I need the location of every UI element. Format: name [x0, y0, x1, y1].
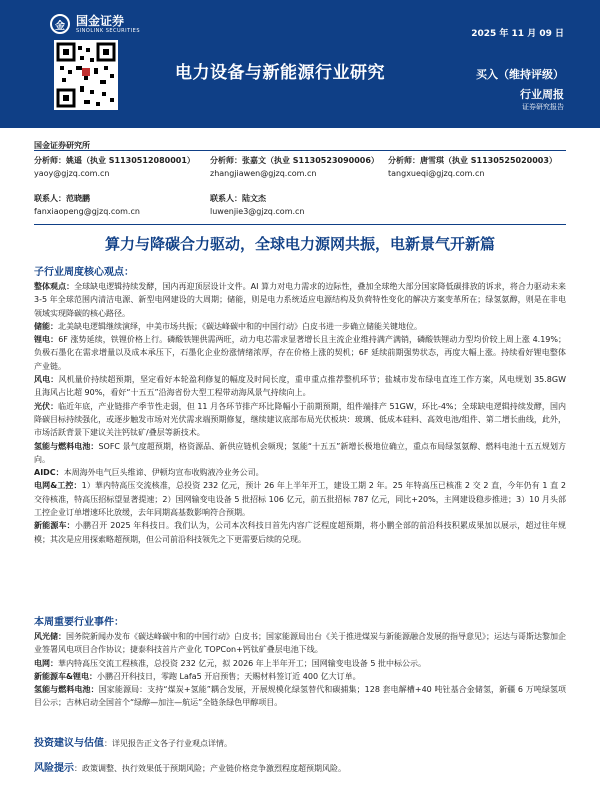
para-key: 整体观点： — [34, 282, 75, 291]
core-para — [34, 466, 566, 479]
report-subtype: 证券研究报告 — [522, 103, 564, 111]
report-header — [0, 0, 600, 128]
analyst-2 — [210, 154, 379, 180]
event-para — [34, 683, 566, 710]
analyst-name: 张嘉文（执业 S1130523090006） — [242, 156, 379, 165]
analyst-role: 分析师： — [388, 156, 420, 165]
core-para — [34, 320, 566, 333]
divider — [34, 150, 566, 151]
risk-text: ：政策调整、执行效果低于预期风险；产业链价格竞争激烈程度超预期风险。 — [74, 764, 346, 773]
advice-heading: 投资建议与估值 — [34, 738, 104, 749]
core-para — [34, 333, 566, 373]
headline: 算力与降碳合力驱动，全球电力源网共振，电新景气开新篇 — [104, 235, 495, 253]
core-para — [34, 440, 566, 467]
advice-text: ：详见报告正文各子行业观点详情。 — [104, 739, 232, 748]
para-text: 小鹏召开 2025 年科技日。我们认为，公司本次科技日首先内容广泛程度超预期，将小鹏全部的前沿科技积累成果加以展示，超过往年规模；其次是应用探索略超预期，但公司前沿科技领先之下更需要后续的兑现。 — [34, 521, 566, 544]
core-para — [34, 280, 566, 320]
analyst-name: 姚遥（执业 S1130512080001） — [66, 156, 195, 165]
core-views-heading: 子行业周度核心观点： — [34, 267, 134, 278]
contact-2 — [210, 192, 305, 218]
para-key: 储能： — [34, 321, 58, 331]
event-para — [34, 630, 566, 657]
para-text: 国务院新闻办发布《碳达峰碳中和的中国行动》白皮书；国家能源局出台《关于推进煤炭与新能源融合发展的指导意见》；运达与哥斯达黎加企业签署风电项目合作协议；捷泰科技首片产业化 TOPCon+钙钛矿叠层电池下线。 — [34, 632, 566, 655]
qr-code-icon[interactable] — [54, 40, 118, 110]
para-key: 光伏： — [34, 401, 59, 411]
analyst-name: 唐雪琪（执业 S1130525020003） — [420, 156, 557, 165]
logo-mark-icon: 金 — [50, 14, 70, 34]
para-text: 6F 涨势延续，铁锂价格上行。磷酸铁锂供需两旺，动力电芯需求显著增长且主流企业维持满产满销，磷酸铁锂动力型均价较上周上涨 4.19%；负极石墨化在需求增量以及成本承压下，石墨化企业纷涨情绪浓厚，存在价格上涨的契机；6F 延续前期强势状态，再度大幅上涨。持续看好锂电整体产业链。 — [34, 335, 567, 371]
para-text: 全球缺电逻辑持续发酵，国内再迎顶层设计文件。AI 算力对电力需求的边际性，叠加全球绝大部分国家降低碳排放的诉求，将合力驱动未来 3-5 年全球范围内清洁电源、新型电网建设的大周期；储能，则是电力系统适应电源结构及负荷特性变化的解决方案变革所在；绿氢氨醇，则是在非电领域实现降碳的核心路径。 — [34, 282, 566, 318]
analyst-3 — [388, 154, 557, 180]
para-key: 电网&工控： — [34, 481, 82, 491]
contact-name: 陆文杰 — [242, 194, 266, 203]
para-key: AIDC： — [34, 468, 64, 478]
risk-heading: 风险提示 — [34, 763, 74, 774]
investment-advice — [34, 737, 566, 750]
contact-role: 联系人： — [34, 194, 66, 203]
analyst-email[interactable]: tangxueqi@gjzq.com.cn — [388, 169, 485, 178]
para-key: 锂电： — [34, 335, 59, 345]
event-para — [34, 670, 566, 683]
analyst-email[interactable]: yaoy@gjzq.com.cn — [34, 169, 110, 178]
para-text: 小鹏召开科技日，零跑 Lafa5 开启预售；天赐材料签订近 400 亿大订单。 — [96, 671, 361, 681]
logo-name: 国金证券 — [76, 13, 125, 28]
analyst-1 — [34, 154, 195, 180]
contact-1 — [34, 192, 140, 218]
core-para — [34, 373, 566, 400]
core-para — [34, 519, 566, 546]
para-text: SOFC 景气度超预期，格资源品、新供应链机会频现；氢能“十五五”新增长极地位确立，重点布局绿氢氨醇、燃料电池十五五规划方向。 — [34, 441, 567, 464]
analyst-role: 分析师： — [34, 156, 66, 165]
report-title: 电力设备与新能源行业研究 — [175, 63, 385, 83]
para-text: 临近年底，产业链排产季节性走弱，但 11 月各环节排产环比降幅小于前期预期，组件端排产 51GW，环比-4%；全球缺电逻辑持续发酵，国内降碳目标持续强化，或逐步触发市场对光伏需求端预期修复，继续建议底部布局光伏板块：玻璃、低成本硅料、高效电池/组件、第二增长曲线，此外，市场活跃背景下建议关注钙钛矿/叠层等新技术。 — [34, 401, 567, 438]
para-text: 风机量价持续超预期，坚定看好本轮盈利修复的幅度及时间长度，重申重点推荐整机环节；盐城市发布绿电直连工作方案，风电规划 35.8GW 且海风占比超 90%，看好“十五五”沿海省份大型工程带动海风景气持续向上。 — [34, 375, 566, 398]
para-text: 華内特高压交流工程核准，总投资 232 亿元，拟 2026 年上半年开工；国网输变电设备 5 批中标公示。 — [58, 658, 426, 668]
events-heading: 本周重要行业事件： — [34, 617, 124, 628]
analyst-email[interactable]: zhangjiawen@gjzq.com.cn — [210, 169, 317, 178]
company-logo — [50, 14, 140, 34]
contact-name: 范晓鹏 — [66, 194, 90, 203]
contact-role: 联系人： — [210, 194, 242, 203]
para-key: 风光储： — [34, 632, 66, 641]
report-type: 行业周报 — [520, 88, 564, 101]
core-para — [34, 479, 566, 519]
para-key: 电网： — [34, 658, 58, 668]
institute-name: 国金证券研究所 — [34, 141, 90, 150]
para-text: 北美缺电逻辑继续演绎，中美市场共振；《碳达峰碳中和的中国行动》白皮书进一步确立储能关键地位。 — [58, 321, 422, 331]
divider — [34, 224, 566, 225]
para-key: 氢能与燃料电池： — [34, 441, 99, 451]
contact-email[interactable]: luwenjie3@gjzq.com.cn — [210, 207, 305, 216]
contact-email[interactable]: fanxiaopeng@gjzq.com.cn — [34, 207, 140, 216]
analyst-role: 分析师： — [210, 156, 242, 165]
para-key: 新能源车&锂电： — [34, 671, 97, 681]
core-views-body — [34, 280, 566, 546]
para-text: 国家能源局：支持“煤炭+氢能”耦合发展，开展规模化绿氢替代和碳捕集；128 套电解槽+40 吨钍基合金储氢，新疆 6 万吨绿氢项目公示；吉林启动全国首个“绿醇—加注—航运”全链条绿色甲醇项目。 — [34, 685, 567, 708]
report-date: 2025 年 11 月 09 日 — [471, 29, 564, 39]
para-text: 1）華内特高压交流核准，总投资 232 亿元，预计 26 年上半年开工，建设工期 2 年。25 年特高压已核准 2 交 2 直，今年仍有 1 直 2 交待核准，特高压招标望显著提速；2）国网输变电设备 5 批招标 106 亿元，前五批招标 787 亿元，同比+20%，主网建设稳步推进；3）10 月头部工控企业订单增速环比放缓，去年同期高基数影响符合预期。 — [34, 481, 566, 518]
events-body — [34, 630, 566, 710]
para-key: 风电： — [34, 375, 59, 385]
risk-warning — [34, 762, 566, 775]
rating-badge: 买入（维持评级） — [476, 68, 564, 81]
para-key: 氢能与燃料电池： — [34, 685, 99, 695]
logo-english: SINOLINK SECURITIES — [76, 27, 140, 34]
core-para — [34, 400, 566, 440]
event-para — [34, 657, 566, 670]
para-text: 本周海外电气巨头维谛、伊顿均宣布收购液冷业务公司。 — [63, 468, 264, 478]
para-key: 新能源车： — [34, 521, 75, 531]
